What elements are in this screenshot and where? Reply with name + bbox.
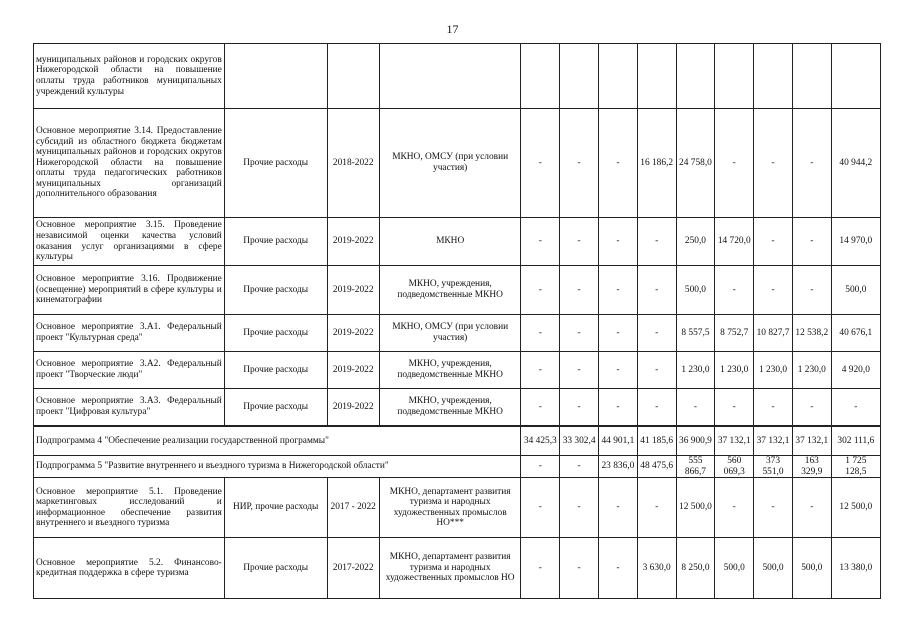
value-cell: - bbox=[521, 538, 560, 599]
value-cell: 44 901,1 bbox=[598, 426, 637, 456]
value-cell: - bbox=[598, 389, 637, 427]
period: 2017 - 2022 bbox=[327, 478, 379, 538]
period: 2019-2022 bbox=[327, 352, 379, 389]
page-number: 17 bbox=[446, 22, 459, 36]
executor: МКНО, учреждения, подведомственные МКНО bbox=[379, 352, 521, 389]
value-cell: - bbox=[637, 218, 676, 266]
value-cell: 41 185,6 bbox=[637, 426, 676, 456]
value-cell: 12 500,0 bbox=[676, 478, 715, 538]
activity-name: Основное мероприятие 3.16. Продвижение (освещение) мероприятий в сфере культуры и кинематографии bbox=[34, 266, 225, 315]
executor: МКНО, ОМСУ (при условии участия) bbox=[379, 109, 521, 218]
value-cell: 250,0 bbox=[676, 218, 715, 266]
value-cell bbox=[598, 44, 637, 109]
value-cell: 37 132,1 bbox=[715, 426, 754, 456]
period bbox=[327, 44, 379, 109]
executor: МКНО, департамент развития туризма и народных художественных промыслов НО*** bbox=[379, 478, 521, 538]
table-row bbox=[34, 218, 881, 266]
activity-name: Основное мероприятие 5.2. Финансово-кредитная поддержка в сфере туризма bbox=[34, 538, 225, 599]
value-cell: 37 132,1 bbox=[792, 426, 831, 456]
value-cell: - bbox=[560, 352, 599, 389]
value-cell bbox=[560, 44, 599, 109]
expense-type: Прочие расходы bbox=[224, 266, 327, 315]
table-row bbox=[34, 315, 881, 352]
value-cell bbox=[521, 44, 560, 109]
value-cell: - bbox=[521, 218, 560, 266]
table-row bbox=[34, 352, 881, 389]
expense-type: НИР, прочие расходы bbox=[224, 478, 327, 538]
value-cell: - bbox=[676, 389, 715, 427]
value-cell bbox=[792, 44, 831, 109]
value-cell: 23 836,0 bbox=[598, 456, 637, 478]
expense-type: Прочие расходы bbox=[224, 538, 327, 599]
value-cell: 8 250,0 bbox=[676, 538, 715, 599]
value-cell: - bbox=[715, 109, 754, 218]
value-cell bbox=[676, 44, 715, 109]
value-cell: - bbox=[754, 478, 793, 538]
value-cell: 33 302,4 bbox=[560, 426, 599, 456]
table-row bbox=[34, 266, 881, 315]
value-cell: - bbox=[521, 389, 560, 427]
value-cell: - bbox=[754, 389, 793, 427]
value-cell: - bbox=[560, 389, 599, 427]
value-cell: 14 970,0 bbox=[831, 218, 880, 266]
value-cell: - bbox=[521, 456, 560, 478]
value-cell: - bbox=[792, 109, 831, 218]
value-cell bbox=[754, 44, 793, 109]
value-cell: 40 944,2 bbox=[831, 109, 880, 218]
value-cell bbox=[715, 44, 754, 109]
period: 2019-2022 bbox=[327, 315, 379, 352]
value-cell: 1 725 128,5 bbox=[831, 456, 880, 478]
value-cell: - bbox=[598, 109, 637, 218]
value-cell: - bbox=[521, 478, 560, 538]
expense-type: Прочие расходы bbox=[224, 352, 327, 389]
budget-table bbox=[33, 43, 881, 599]
value-cell: 8 752,7 bbox=[715, 315, 754, 352]
value-cell: - bbox=[598, 352, 637, 389]
value-cell: - bbox=[715, 478, 754, 538]
executor bbox=[379, 44, 521, 109]
executor: МКНО, учреждения, подведомственные МКНО bbox=[379, 266, 521, 315]
value-cell: 37 132,1 bbox=[754, 426, 793, 456]
value-cell: - bbox=[598, 538, 637, 599]
executor: МКНО bbox=[379, 218, 521, 266]
value-cell: - bbox=[521, 266, 560, 315]
value-cell: 40 676,1 bbox=[831, 315, 880, 352]
expense-type: Прочие расходы bbox=[224, 315, 327, 352]
period: 2019-2022 bbox=[327, 266, 379, 315]
value-cell: - bbox=[715, 266, 754, 315]
value-cell: 500,0 bbox=[792, 538, 831, 599]
value-cell: - bbox=[560, 266, 599, 315]
period: 2018-2022 bbox=[327, 109, 379, 218]
value-cell: 3 630,0 bbox=[637, 538, 676, 599]
value-cell: - bbox=[560, 456, 599, 478]
value-cell: - bbox=[560, 315, 599, 352]
value-cell: - bbox=[560, 218, 599, 266]
expense-type: Прочие расходы bbox=[224, 389, 327, 427]
activity-name: Основное мероприятие 5.1. Проведение маркетинговых исследований и информационное обеспечение развития внутреннего и въездного туризма bbox=[34, 478, 225, 538]
executor: МКНО, департамент развития туризма и народных художественных промыслов НО bbox=[379, 538, 521, 599]
value-cell: 163 329,9 bbox=[792, 456, 831, 478]
value-cell: 500,0 bbox=[715, 538, 754, 599]
subprogram-name: Подпрограмма 4 "Обеспечение реализации государственной программы" bbox=[34, 426, 521, 456]
activity-name: Основное мероприятие 3.А2. Федеральный проект "Творческие люди" bbox=[34, 352, 225, 389]
value-cell: 14 720,0 bbox=[715, 218, 754, 266]
executor: МКНО, учреждения, подведомственные МКНО bbox=[379, 389, 521, 427]
activity-name: муниципальных районов и городских округов Нижегородской области на повышение оплаты труда работников муниципальных учреждений культуры bbox=[34, 44, 225, 109]
value-cell: 13 380,0 bbox=[831, 538, 880, 599]
value-cell: 1 230,0 bbox=[792, 352, 831, 389]
value-cell: - bbox=[560, 109, 599, 218]
value-cell bbox=[831, 44, 880, 109]
value-cell: - bbox=[598, 218, 637, 266]
period: 2017-2022 bbox=[327, 538, 379, 599]
value-cell: 10 827,7 bbox=[754, 315, 793, 352]
value-cell: - bbox=[637, 266, 676, 315]
value-cell: - bbox=[637, 478, 676, 538]
value-cell: - bbox=[521, 315, 560, 352]
executor: МКНО, ОМСУ (при условии участия) bbox=[379, 315, 521, 352]
value-cell bbox=[637, 44, 676, 109]
value-cell: - bbox=[792, 478, 831, 538]
value-cell: 24 758,0 bbox=[676, 109, 715, 218]
value-cell: 12 500,0 bbox=[831, 478, 880, 538]
value-cell: 560 069,3 bbox=[715, 456, 754, 478]
value-cell: 555 866,7 bbox=[676, 456, 715, 478]
value-cell: 500,0 bbox=[754, 538, 793, 599]
activity-name: Основное мероприятие 3.А1. Федеральный проект "Культурная среда" bbox=[34, 315, 225, 352]
value-cell: - bbox=[598, 478, 637, 538]
value-cell: - bbox=[792, 389, 831, 427]
value-cell: - bbox=[521, 352, 560, 389]
value-cell: - bbox=[754, 109, 793, 218]
table-row bbox=[34, 389, 881, 427]
value-cell: - bbox=[792, 266, 831, 315]
expense-type: Прочие расходы bbox=[224, 218, 327, 266]
table-row bbox=[34, 478, 881, 538]
value-cell: 373 551,0 bbox=[754, 456, 793, 478]
value-cell: - bbox=[831, 389, 880, 427]
value-cell: - bbox=[637, 389, 676, 427]
subprogram-row bbox=[34, 456, 881, 478]
value-cell: - bbox=[754, 266, 793, 315]
period: 2019-2022 bbox=[327, 389, 379, 427]
value-cell: - bbox=[754, 218, 793, 266]
value-cell: 1 230,0 bbox=[715, 352, 754, 389]
value-cell: 500,0 bbox=[676, 266, 715, 315]
value-cell: - bbox=[521, 109, 560, 218]
table-row bbox=[34, 109, 881, 218]
value-cell: 16 186,2 bbox=[637, 109, 676, 218]
period: 2019-2022 bbox=[327, 218, 379, 266]
value-cell: 1 230,0 bbox=[676, 352, 715, 389]
value-cell: - bbox=[715, 389, 754, 427]
value-cell: - bbox=[637, 352, 676, 389]
value-cell: 4 920,0 bbox=[831, 352, 880, 389]
value-cell: 12 538,2 bbox=[792, 315, 831, 352]
value-cell: - bbox=[598, 315, 637, 352]
value-cell: - bbox=[637, 315, 676, 352]
value-cell: 48 475,6 bbox=[637, 456, 676, 478]
value-cell: 34 425,3 bbox=[521, 426, 560, 456]
activity-name: Основное мероприятие 3.14. Предоставление субсидий из областного бюджета бюджетам муниципальных районов и городских округов Нижегородской области на повышение оплаты труда педагогических работников муниципальных организаций дополнительного образования bbox=[34, 109, 225, 218]
activity-name: Основное мероприятие 3.15. Проведение независимой оценки качества условий оказания услуг организациями в сфере культуры bbox=[34, 218, 225, 266]
table-row bbox=[34, 538, 881, 599]
value-cell: 36 900,9 bbox=[676, 426, 715, 456]
value-cell: - bbox=[560, 478, 599, 538]
value-cell: 302 111,6 bbox=[831, 426, 880, 456]
value-cell: 500,0 bbox=[831, 266, 880, 315]
subprogram-name: Подпрограмма 5 "Развитие внутреннего и въездного туризма в Нижегородской области" bbox=[34, 456, 521, 478]
value-cell: 1 230,0 bbox=[754, 352, 793, 389]
value-cell: - bbox=[598, 266, 637, 315]
activity-name: Основное мероприятие 3.А3. Федеральный проект "Цифровая культура" bbox=[34, 389, 225, 427]
subprogram-row bbox=[34, 426, 881, 456]
value-cell: - bbox=[560, 538, 599, 599]
expense-type: Прочие расходы bbox=[224, 109, 327, 218]
value-cell: 8 557,5 bbox=[676, 315, 715, 352]
table-row bbox=[34, 44, 881, 109]
value-cell: - bbox=[792, 218, 831, 266]
expense-type bbox=[224, 44, 327, 109]
